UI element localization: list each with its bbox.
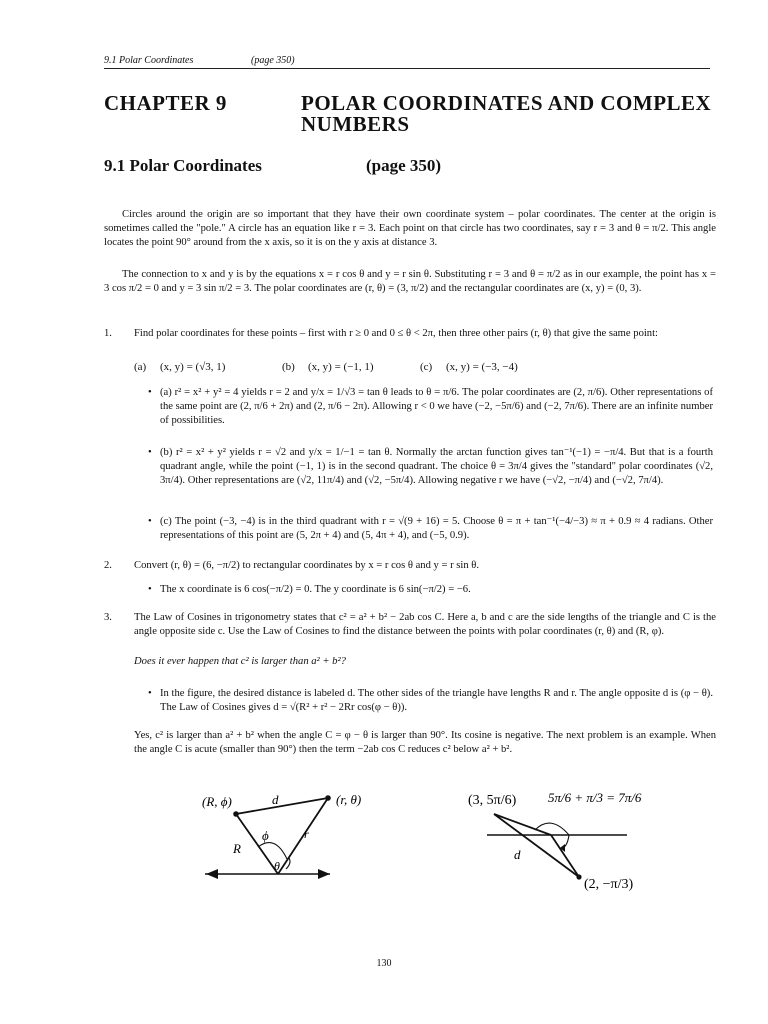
label-phi: ϕ	[262, 828, 269, 843]
answer-1b: • (b) r² = x² + y² yields r = √2 and y/x = 1/−1 = tan θ. Normally the arctan function gives tan⁻¹(−1) = −π/4. But that is a fourth quadrant angle, while the point (−1, 1) is in the second quadrant. The choice θ = 3π/4 gives the "standard" polar coordinates (√2, 3π/4). Other representations are (√2, 11π/4) and (√2, −5π/4). Allowing negative r we have (−√2, −π/4) and (−√2, 7π/4).	[160, 446, 713, 488]
label-point-bottom: (2, −π/3)	[584, 877, 634, 892]
figure-left	[202, 792, 361, 879]
problem-3-text: The Law of Cosines in trigonometry states that c² = a² + b² − 2ab cos C. Here a, b and c are the side lengths of the triangle and C is the angle opposite side c. Use the Law of Cosines to find the distance between the points with polar coordinates (r, θ) and (R, φ).	[134, 612, 716, 637]
label-r: r	[304, 827, 309, 841]
label-d-left: d	[272, 792, 279, 807]
point-bottom	[576, 874, 581, 879]
answer-1a: • (a) r² = x² + y² = 4 yields r = 2 and y/x = 1/√3 = tan θ leads to θ = π/6. The polar coordinates are (2, π/6). Other representations of the same point are (2, π/6 + 2π) and (2, π/6 − 2π). Allowing r < 0 we have (−2, −5π/6) and (−2, 7π/6). There are an infinite number of possibilities.	[160, 386, 713, 428]
page-number: 130	[376, 958, 392, 969]
label-R-phi: (R, ϕ)	[202, 794, 232, 809]
running-head-section: 9.1 Polar Coordinates	[104, 55, 194, 66]
part-b-value: (x, y) = (−1, 1)	[308, 361, 374, 373]
part-a-value: (x, y) = (√3, 1)	[160, 361, 226, 373]
problem-3-number: 3.	[104, 612, 112, 623]
right-side-radius-bottom	[551, 835, 579, 877]
running-head	[104, 55, 710, 69]
part-c-label: (c)	[420, 361, 433, 373]
left-axis-arrow-right	[318, 869, 330, 879]
part-a-label: (a)	[134, 361, 147, 373]
left-side-R	[236, 814, 278, 874]
intro-paragraph-1: Circles around the origin are so important that they have their own coordinate system – polar coordinates. The center at the origin is sometimes called the "pole." A circle has an equation like r = 3. Each point on that circle has two coordinates, say r = 3 and θ = π/2. This angle locates the point 90° around from the x axis, so it is on the y axis at distance 3.	[104, 209, 716, 248]
section-title: 9.1 Polar Coordinates	[104, 156, 262, 175]
label-point-top: (3, 5π/6)	[468, 793, 517, 808]
point-r-theta	[325, 795, 331, 801]
label-theta: θ	[274, 859, 280, 873]
left-axis-arrow-left	[206, 869, 218, 879]
point-R-phi	[233, 811, 239, 817]
intro-paragraph-2: The connection to x and y is by the equations x = r cos θ and y = r sin θ. Substituting r = 3 and θ = π/2 as in our example, the point has x = 3 cos π/2 = 0 and y = 3 sin π/2 = 3. The polar coordinates are (r, θ) = (3, π/2) and the rectangular coordinates are (x, y) = (0, 3).	[104, 269, 716, 294]
left-side-d	[236, 798, 328, 814]
label-d-right: d	[514, 847, 521, 862]
chapter-label: CHAPTER 9	[104, 91, 227, 115]
right-side-to-bottom	[494, 814, 579, 877]
problem-3-conclusion: Yes, c² is larger than a² + b² when the angle C = φ − θ is larger than 90°. Its cosine is negative. The next problem is an example. When the angle C is acute (smaller than 90°) then the term −2ab cos C reduces c² below a² + b².	[134, 730, 716, 755]
figure-right	[468, 790, 642, 892]
chapter-title: POLAR COORDINATES AND COMPLEX NUMBERS	[301, 91, 712, 136]
problem-1-text: Find polar coordinates for these points – first with r ≥ 0 and 0 ≤ θ < 2π, then three other pairs (r, θ) that give the same point:	[134, 328, 658, 339]
answer-2: • The x coordinate is 6 cos(−π/2) = 0. The y coordinate is 6 sin(−π/2) = −6.	[160, 583, 713, 597]
figures	[0, 778, 768, 928]
label-r-theta: (r, θ)	[336, 792, 362, 807]
problem-2-number: 2.	[104, 560, 112, 571]
running-head-page: (page 350)	[251, 55, 295, 66]
problem-1-number: 1.	[104, 328, 112, 339]
problem-3-question: Does it ever happen that c² is larger than a² + b²?	[134, 656, 346, 667]
label-R: R	[233, 841, 241, 856]
part-c-value: (x, y) = (−3, −4)	[446, 361, 518, 373]
section-page-ref: (page 350)	[366, 156, 442, 175]
answer-3: • In the figure, the desired distance is labeled d. The other sides of the triangle have lengths R and r. The angle opposite d is (φ − θ). The Law of Cosines gives d = √(R² + r² − 2Rr cos(φ − θ)).	[160, 687, 713, 715]
problem-2-text: Convert (r, θ) = (6, −π/2) to rectangular coordinates by x = r cos θ and y = r sin θ.	[134, 560, 480, 571]
left-side-r	[278, 798, 328, 874]
part-b-label: (b)	[282, 361, 295, 373]
label-angle-sum: 5π/6 + π/3 = 7π/6	[548, 790, 642, 805]
answer-1c: • (c) The point (−3, −4) is in the third quadrant with r = √(9 + 16) = 5. Choose θ = π + tan⁻¹(−4/−3) ≈ π + 0.9 ≈ 4 radians. Other representations of this point are (5, 2π + 4) and (5, 4π + 4), and (−5, 0.9).	[160, 515, 713, 543]
